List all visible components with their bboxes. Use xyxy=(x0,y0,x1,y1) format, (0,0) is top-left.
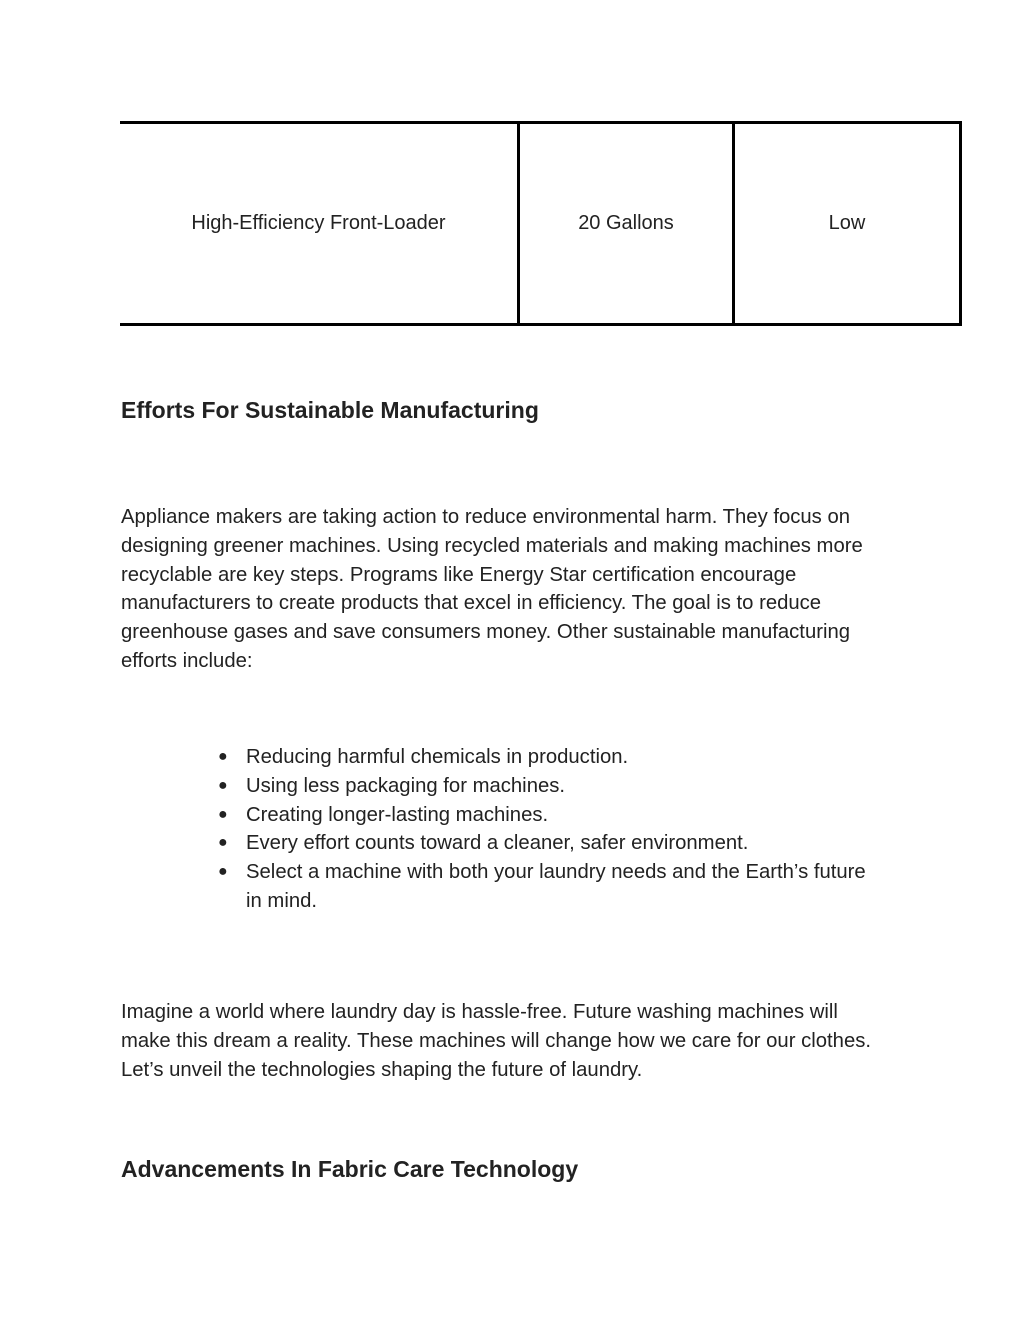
bullet-list xyxy=(218,743,886,916)
paragraph-sustainable-manufacturing: Appliance makers are taking action to reduce environmental harm. They focus on designing greener machines. Using recycled materials and making machines more recyclable are key steps. Programs like Energy Star certification encourage manufacturers to create products that excel in efficiency. The goal is to reduce greenhouse gases and save consumers money. Other sustainable manufacturing efforts include: xyxy=(121,506,863,672)
list-item-text: Using less packaging for machines. xyxy=(246,774,566,797)
list-item xyxy=(218,772,886,801)
bullet-icon: ● xyxy=(218,776,228,794)
list-item-text: Creating longer-lasting machines. xyxy=(246,803,549,826)
list-item-text: Reducing harmful chemicals in production. xyxy=(246,746,629,768)
list-item-text: Select a machine with both your laundry needs and the Earth’s future in mind. xyxy=(246,861,866,912)
bullet-icon: ● xyxy=(218,748,228,765)
bullet-icon: ● xyxy=(218,834,228,852)
section-heading-sustainable-manufacturing: Efforts For Sustainable Manufacturing xyxy=(121,397,539,423)
table-row xyxy=(120,123,961,325)
paragraph-future-laundry: Imagine a world where laundry day is hassle-free. Future washing machines will make this dream a reality. These machines will change how we care for our clothes. Let’s unveil the technologies shaping the future of laundry. xyxy=(121,1001,871,1081)
list-item xyxy=(218,801,886,830)
table-cell-rating: Low xyxy=(734,123,961,325)
comparison-table xyxy=(120,121,962,326)
list-item-text: Every effort counts toward a cleaner, safer environment. xyxy=(246,832,749,855)
bullet-icon: ● xyxy=(218,863,228,881)
bullet-icon: ● xyxy=(218,805,228,823)
table-cell-water-usage: 20 Gallons xyxy=(519,123,734,325)
list-item xyxy=(218,829,886,858)
table-cell-machine-type: High-Efficiency Front-Loader xyxy=(120,123,519,325)
section-heading-fabric-care: Advancements In Fabric Care Technology xyxy=(121,1156,579,1182)
list-item xyxy=(218,743,886,772)
list-item xyxy=(218,858,886,916)
